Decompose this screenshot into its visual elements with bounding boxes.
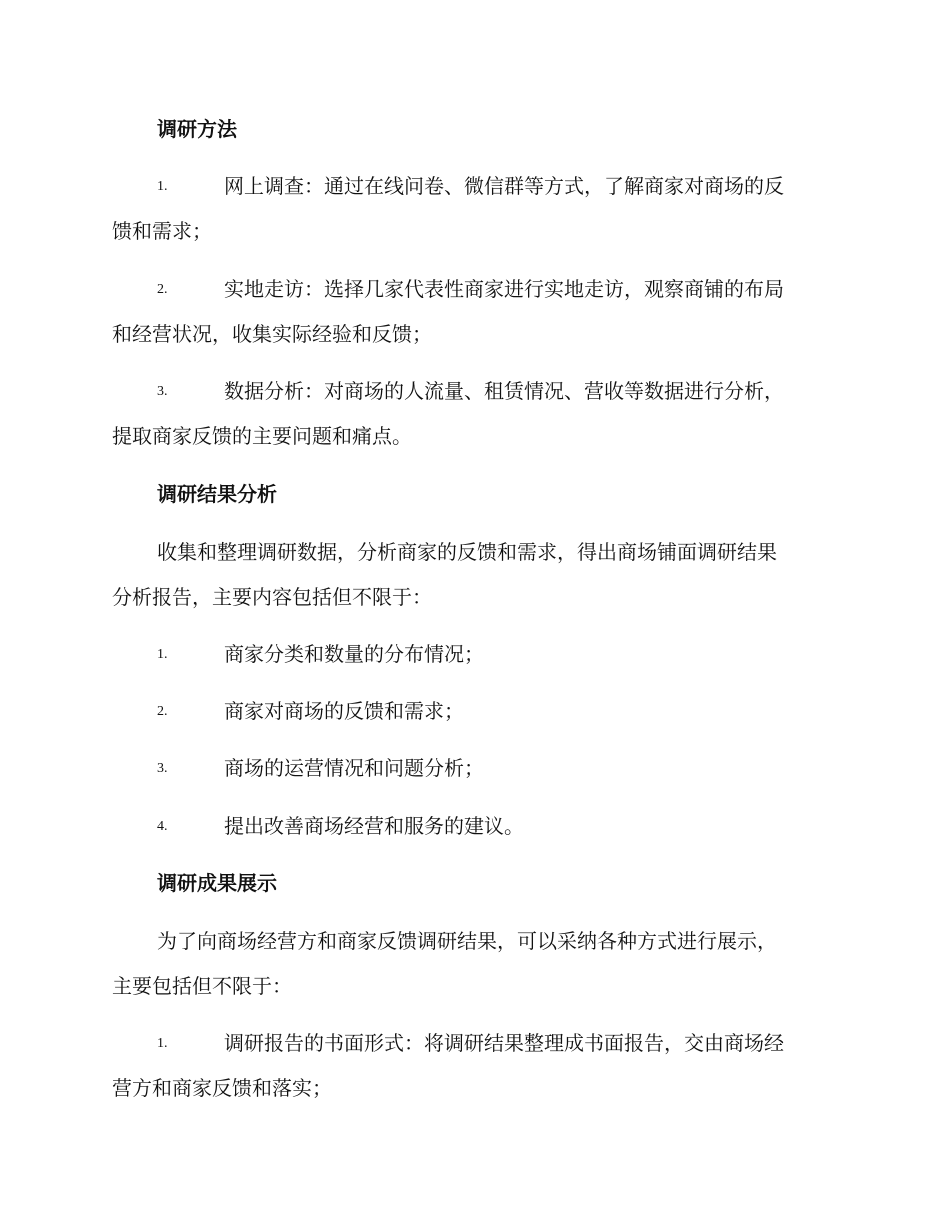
list-number: 1. [157,647,168,662]
paragraph-line: 分析报告，主要内容包括但不限于： [112,585,432,609]
list-item-text: 数据分析：对商场的人流量、租赁情况、营收等数据进行分析， [224,379,784,403]
list-number: 3. [157,384,168,399]
list-item-text: 实地走访：选择几家代表性商家进行实地走访，观察商铺的布局 [224,277,784,301]
list-number: 2. [157,704,168,719]
section-heading-results: 调研结果分析 [157,482,277,506]
paragraph-line: 收集和整理调研数据，分析商家的反馈和需求，得出商场铺面调研结果 [157,540,777,564]
section-heading-methods: 调研方法 [157,117,237,141]
list-item-text: 调研报告的书面形式：将调研结果整理成书面报告，交由商场经 [224,1031,784,1055]
paragraph-line: 为了向商场经营方和商家反馈调研结果，可以采纳各种方式进行展示， [157,929,777,953]
list-item-text: 商家分类和数量的分布情况； [224,642,484,666]
list-item-text: 商场的运营情况和问题分析； [224,756,484,780]
list-number: 1. [157,1036,168,1051]
list-item-text: 提出改善商场经营和服务的建议。 [224,814,524,838]
list-item-continuation: 和经营状况，收集实际经验和反馈； [112,322,432,346]
list-number: 1. [157,179,168,194]
list-item-continuation: 馈和需求； [112,219,212,243]
list-number: 3. [157,761,168,776]
list-item-continuation: 营方和商家反馈和落实； [112,1076,332,1100]
list-number: 4. [157,819,168,834]
list-item-text: 商家对商场的反馈和需求； [224,699,464,723]
list-item-continuation: 提取商家反馈的主要问题和痛点。 [112,424,412,448]
section-heading-display: 调研成果展示 [157,871,277,895]
list-number: 2. [157,282,168,297]
paragraph-line: 主要包括但不限于： [112,974,292,998]
list-item-text: 网上调查：通过在线问卷、微信群等方式，了解商家对商场的反 [224,174,784,198]
